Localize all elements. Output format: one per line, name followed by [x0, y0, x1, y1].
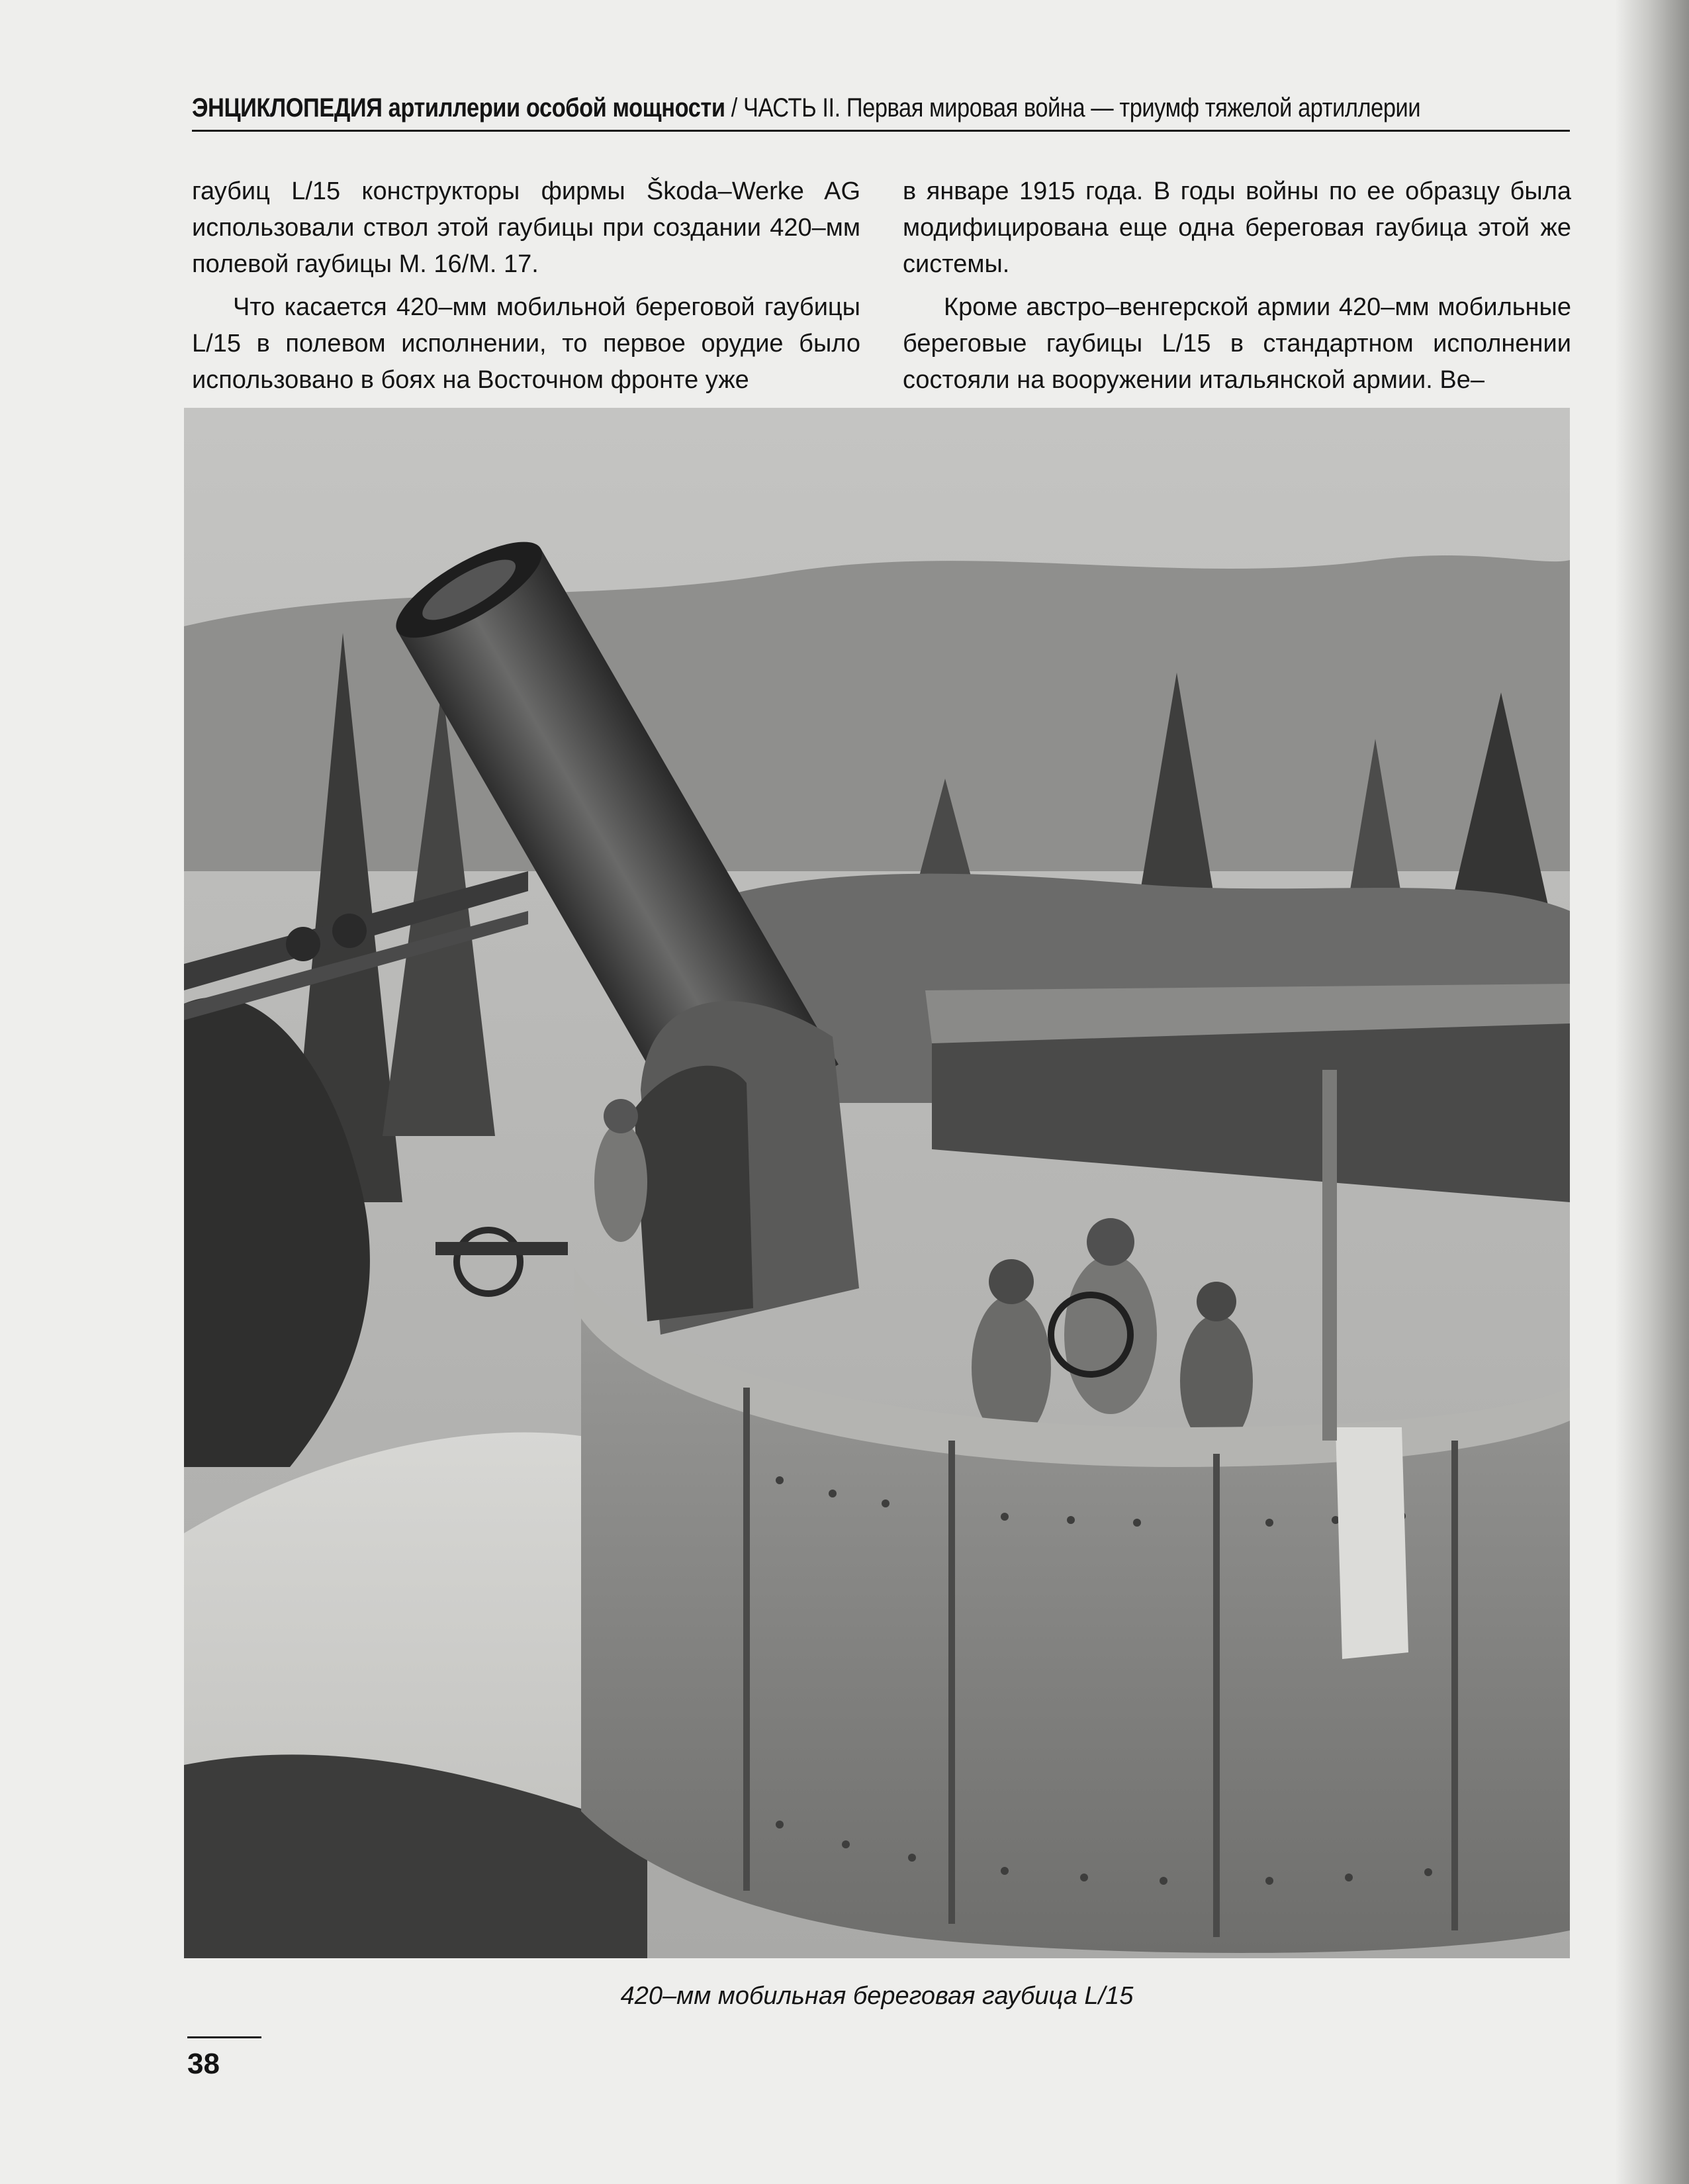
paragraph: Кроме австро–венгерской армии 420–мм мобильные береговые гаубицы L/15 в стандартном исполнении состояли на вооружении итальянской армии. Ве– — [903, 293, 1571, 394]
header-separator: / — [725, 93, 743, 122]
header-title: ЭНЦИКЛОПЕДИЯ артиллерии особой мощности — [192, 93, 725, 122]
howitzer-photo — [184, 408, 1570, 1958]
text-column-left — [192, 173, 860, 399]
figure-caption: 420–мм мобильная береговая гаубица L/15 — [620, 1982, 1134, 2010]
paragraph: гаубиц L/15 конструкторы фирмы Škoda–Werke AG использовали ствол этой гаубицы при создании 420–мм полевой гаубицы М. 16/М. 17. — [192, 177, 860, 278]
paragraph: в январе 1915 года. В годы войны по ее образцу была модифицирована еще одна береговая гаубица этой же системы. — [903, 177, 1571, 278]
header-rule — [192, 130, 1570, 132]
page-gutter-shadow — [1615, 0, 1689, 2184]
paragraph: Что касается 420–мм мобильной береговой гаубицы L/15 в полевом исполнении, то первое орудие было использовано в боях на Восточном фронте уже — [192, 293, 860, 394]
footer-rule — [187, 2036, 261, 2038]
page-number: 38 — [187, 2048, 220, 2080]
running-header — [192, 89, 1421, 127]
header-part: ЧАСТЬ II. Первая мировая война — триумф тяжелой артиллерии — [743, 93, 1421, 122]
text-column-right — [903, 173, 1571, 399]
